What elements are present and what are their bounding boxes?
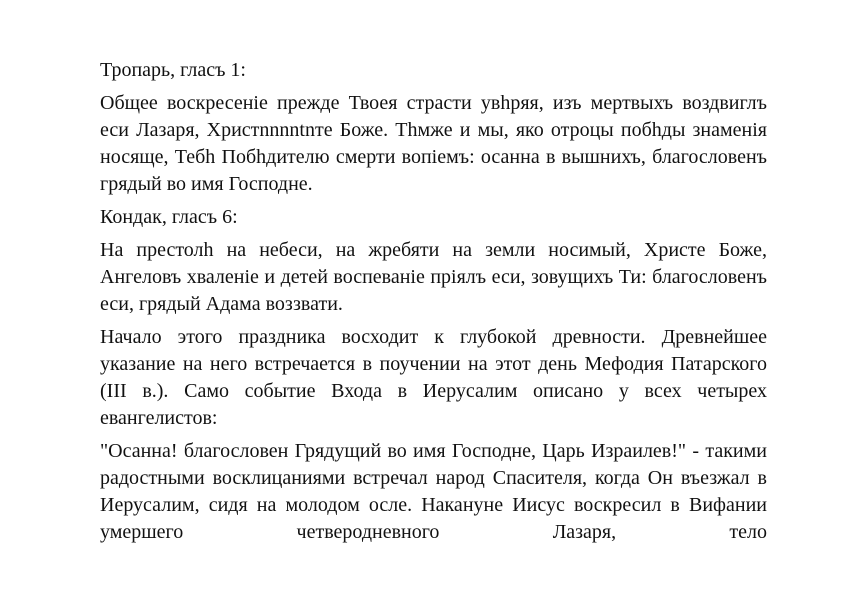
kontakion-heading: Кондак, гласъ 6:	[100, 206, 238, 228]
troparion-heading: Тропарь, гласъ 1:	[100, 59, 246, 81]
troparion-text: Общее воскресеніе прежде Твоея страсти увhряя, изъ мертвыхъ воздвиглъ еси Лазаря, Христnnnntnте Боже. Тhмже и мы, яко отроцы побhды знаменія носяще, Тебh Побhдителю смерти вопіемъ: осанна в вышнихъ, благословенъ грядый во имя Господне.	[100, 92, 767, 195]
history-paragraph: Начало этого праздника восходит к глубокой древности. Древнейшее указание на него встречается в поучении на этот день Мефодия Патарского (III в.). Само событие Входа в Иерусалим описано у всех четырех евангелистов:	[100, 326, 767, 429]
document-page	[100, 57, 767, 552]
gospel-paragraph: "Осанна! благословен Грядущий во имя Господне, Царь Израилев!" - такими радостными восклицаниями встречал народ Спасителя, когда Он въезжал в Иерусалим, сидя на молодом осле. Накануне Иисус воскресил в Вифании умершего четверодневного Лазаря, тело	[100, 440, 767, 543]
kontakion-text: На престолh на небеси, на жребяти на земли носимый, Христе Боже, Ангеловъ хваленіе и детей воспеваніе пріялъ еси, зовущихъ Ти: благословенъ еси, грядый Адама воззвати.	[100, 239, 767, 315]
